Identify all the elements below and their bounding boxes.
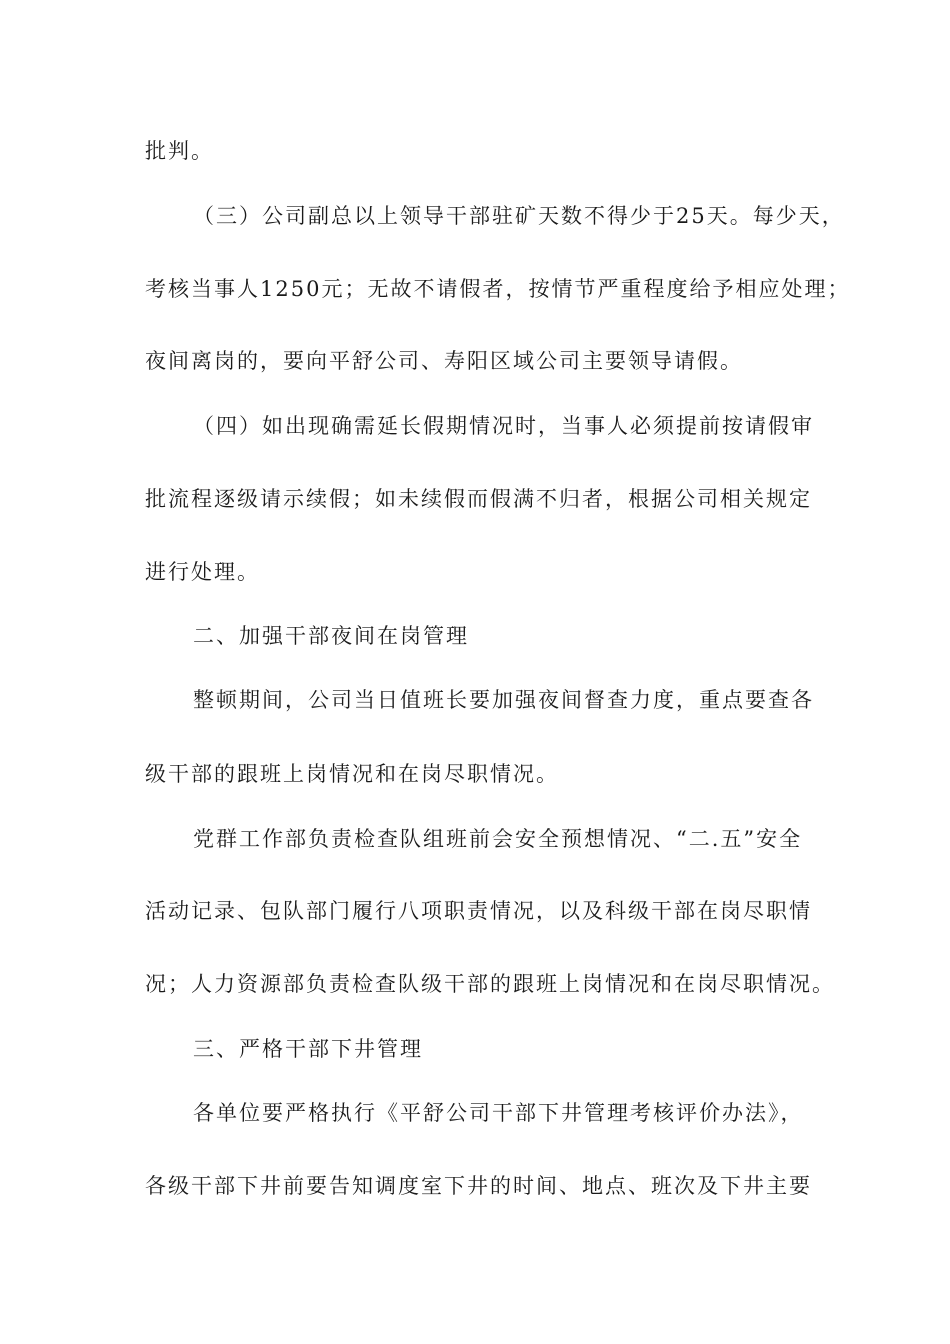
text-line: 况；人力资源部负责检查队级干部的跟班上岗情况和在岗尽职情况。 bbox=[145, 972, 835, 996]
section-heading: 二、加强干部夜间在岗管理 bbox=[193, 624, 469, 648]
text-line: 党群工作部负责检查队组班前会安全预想情况、“二.五”安全 bbox=[193, 827, 803, 851]
text-line: 夜间离岗的，要向平舒公司、寿阳区域公司主要领导请假。 bbox=[145, 349, 743, 373]
text-line: （四）如出现确需延长假期情况时，当事人必须提前按请假审 bbox=[193, 414, 814, 438]
text-line: 整顿期间，公司当日值班长要加强夜间督查力度，重点要查各 bbox=[193, 688, 814, 712]
text-line: 批流程逐级请示续假；如未续假而假满不归者，根据公司相关规定 bbox=[145, 487, 812, 511]
text-line: 级干部的跟班上岗情况和在岗尽职情况。 bbox=[145, 762, 559, 786]
text-line: （三）公司副总以上领导干部驻矿天数不得少于25天。每少天， bbox=[193, 204, 845, 228]
text-line: 活动记录、包队部门履行八项职责情况，以及科级干部在岗尽职情 bbox=[145, 899, 812, 923]
text-line: 考核当事人1250元；无故不请假者，按情节严重程度给予相应处理； bbox=[145, 277, 851, 301]
text-line: 批判。 bbox=[145, 139, 214, 163]
section-heading: 三、严格干部下井管理 bbox=[193, 1037, 423, 1061]
text-line: 各级干部下井前要告知调度室下井的时间、地点、班次及下井主要 bbox=[145, 1174, 812, 1198]
text-line: 进行处理。 bbox=[145, 560, 260, 584]
text-line: 各单位要严格执行《平舒公司干部下井管理考核评价办法》， bbox=[193, 1101, 804, 1125]
